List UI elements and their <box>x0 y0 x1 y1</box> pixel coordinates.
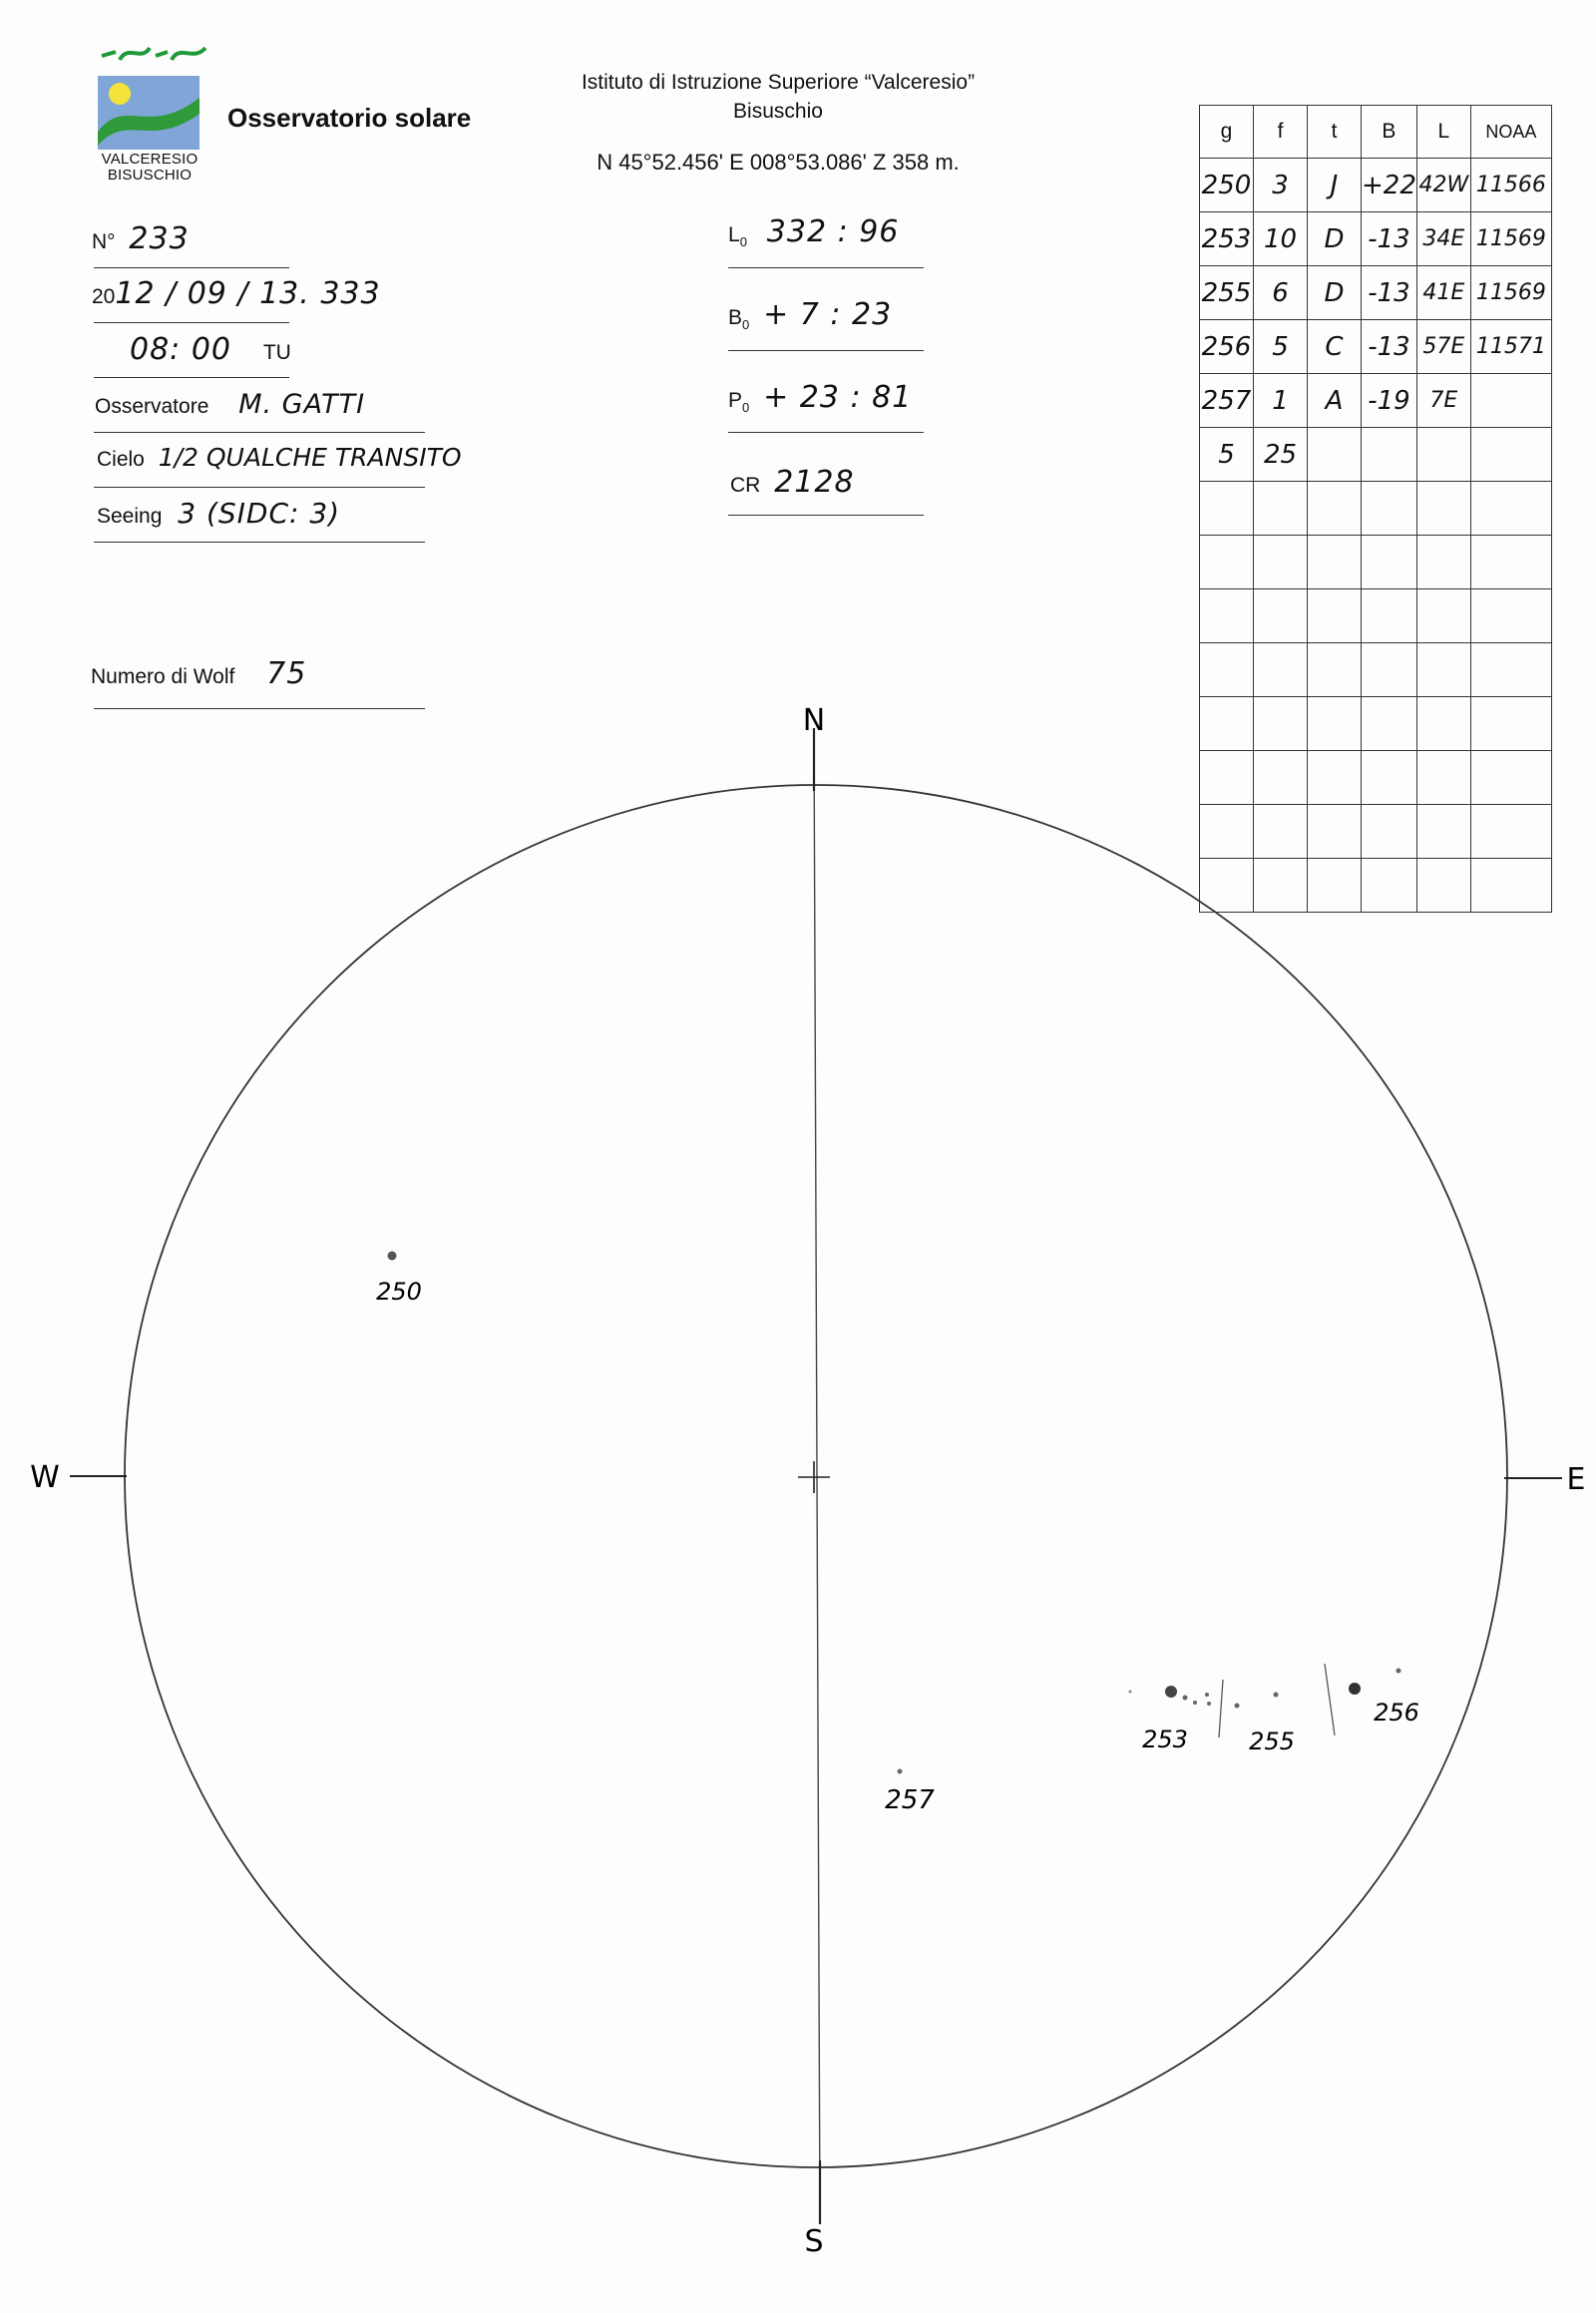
observation-number-field: N° 233 <box>92 221 190 256</box>
logo-caption: VALCERESIO BISUSCHIO <box>101 151 199 184</box>
east-label: E <box>1566 1462 1586 1497</box>
sunspot-253-b <box>1193 1701 1197 1705</box>
cell-b: -19 <box>1362 374 1417 428</box>
sunspot-257 <box>898 1769 903 1774</box>
cell-f: 10 <box>1254 212 1308 266</box>
cell-noaa: 11571 <box>1470 320 1551 374</box>
cell-g: 250 <box>1200 159 1254 212</box>
central-meridian-line <box>814 728 820 2224</box>
sunspot-250 <box>388 1252 397 1261</box>
cell-b: +22 <box>1362 159 1417 212</box>
carrington-rotation-field: CR 2128 <box>730 465 855 500</box>
cell-t: D <box>1308 212 1362 266</box>
cell-noaa: 11569 <box>1470 212 1551 266</box>
header-g: g <box>1200 106 1254 159</box>
north-label: N <box>802 703 826 738</box>
cell-f: 1 <box>1254 374 1308 428</box>
cell-g: 255 <box>1200 266 1254 320</box>
cell-g: 257 <box>1200 374 1254 428</box>
seeing-field: Seeing 3 (SIDC: 3) <box>97 497 341 530</box>
header-l: L <box>1416 106 1470 159</box>
observatory-title: Osservatorio solare <box>227 103 472 133</box>
group-label-250: 250 <box>376 1278 422 1306</box>
observation-time-field: 08: 00 TU <box>130 332 291 367</box>
cell-b: -13 <box>1362 266 1417 320</box>
cell-f: 6 <box>1254 266 1308 320</box>
cell-f: 3 <box>1254 159 1308 212</box>
group-label-256: 256 <box>1374 1699 1419 1727</box>
b0-field: $B_0 + 7$ : 23 <box>728 297 893 333</box>
cell-g: 5 <box>1200 428 1254 482</box>
observatory-coordinates: N 45°52.456' E 008°53.086' Z 358 m. <box>597 150 960 175</box>
wolf-number-field: Numero di Wolf 75 <box>91 656 307 691</box>
observation-date-field: 2012 / 09 / 13. 333 <box>92 276 381 311</box>
observer-field: Osservatore M. GATTI <box>95 389 366 420</box>
cell-l: 34E <box>1416 212 1470 266</box>
cell-f: 25 <box>1254 428 1308 482</box>
header-b: B <box>1362 106 1417 159</box>
south-label: S <box>804 2224 824 2259</box>
header-noaa: NOAA <box>1470 106 1551 159</box>
sunspot-253-d <box>1207 1702 1211 1706</box>
sunspot-256-a <box>1396 1669 1401 1674</box>
group-separator-1 <box>1219 1680 1223 1737</box>
sky-field: Cielo 1/2 QUALCHE TRANSITO <box>97 443 462 472</box>
institute-name: Istituto di Istruzione Superiore “Valceresio” Bisuschio <box>581 71 976 123</box>
sunspot-256-leader <box>1349 1683 1361 1695</box>
cell-t: J <box>1308 159 1362 212</box>
west-label: W <box>30 1460 60 1495</box>
group-label-257: 257 <box>885 1785 935 1815</box>
cell-b: -13 <box>1362 320 1417 374</box>
cell-l: 41E <box>1416 266 1470 320</box>
sunspot-255-b <box>1274 1693 1279 1698</box>
cell-l: 57E <box>1416 320 1470 374</box>
cell-g: 256 <box>1200 320 1254 374</box>
group-label-255: 255 <box>1249 1728 1295 1755</box>
cell-t: D <box>1308 266 1362 320</box>
sunspot-253-leader <box>1165 1686 1177 1698</box>
sunspot-255-a <box>1235 1704 1240 1709</box>
cell-b: -13 <box>1362 212 1417 266</box>
cell-l: 7E <box>1416 374 1470 428</box>
cell-t: A <box>1308 374 1362 428</box>
l0-field: $L_0$ 332 : 96 <box>728 214 900 250</box>
group-separator-2 <box>1325 1664 1335 1735</box>
cell-t: C <box>1308 320 1362 374</box>
cell-g: 253 <box>1200 212 1254 266</box>
header-f: f <box>1254 106 1308 159</box>
solar-disk-outline <box>125 785 1507 2167</box>
cell-l: 42W <box>1416 159 1470 212</box>
cell-noaa: 11566 <box>1470 159 1551 212</box>
cell-f: 5 <box>1254 320 1308 374</box>
sunspot-253-a <box>1183 1696 1188 1701</box>
p0-field: $P_0 + 23$ : 81 <box>728 380 913 416</box>
group-label-253: 253 <box>1142 1726 1188 1753</box>
header-t: t <box>1308 106 1362 159</box>
cell-noaa: 11569 <box>1470 266 1551 320</box>
sunspot-253-e <box>1129 1691 1132 1694</box>
sunspot-253-c <box>1205 1693 1209 1697</box>
